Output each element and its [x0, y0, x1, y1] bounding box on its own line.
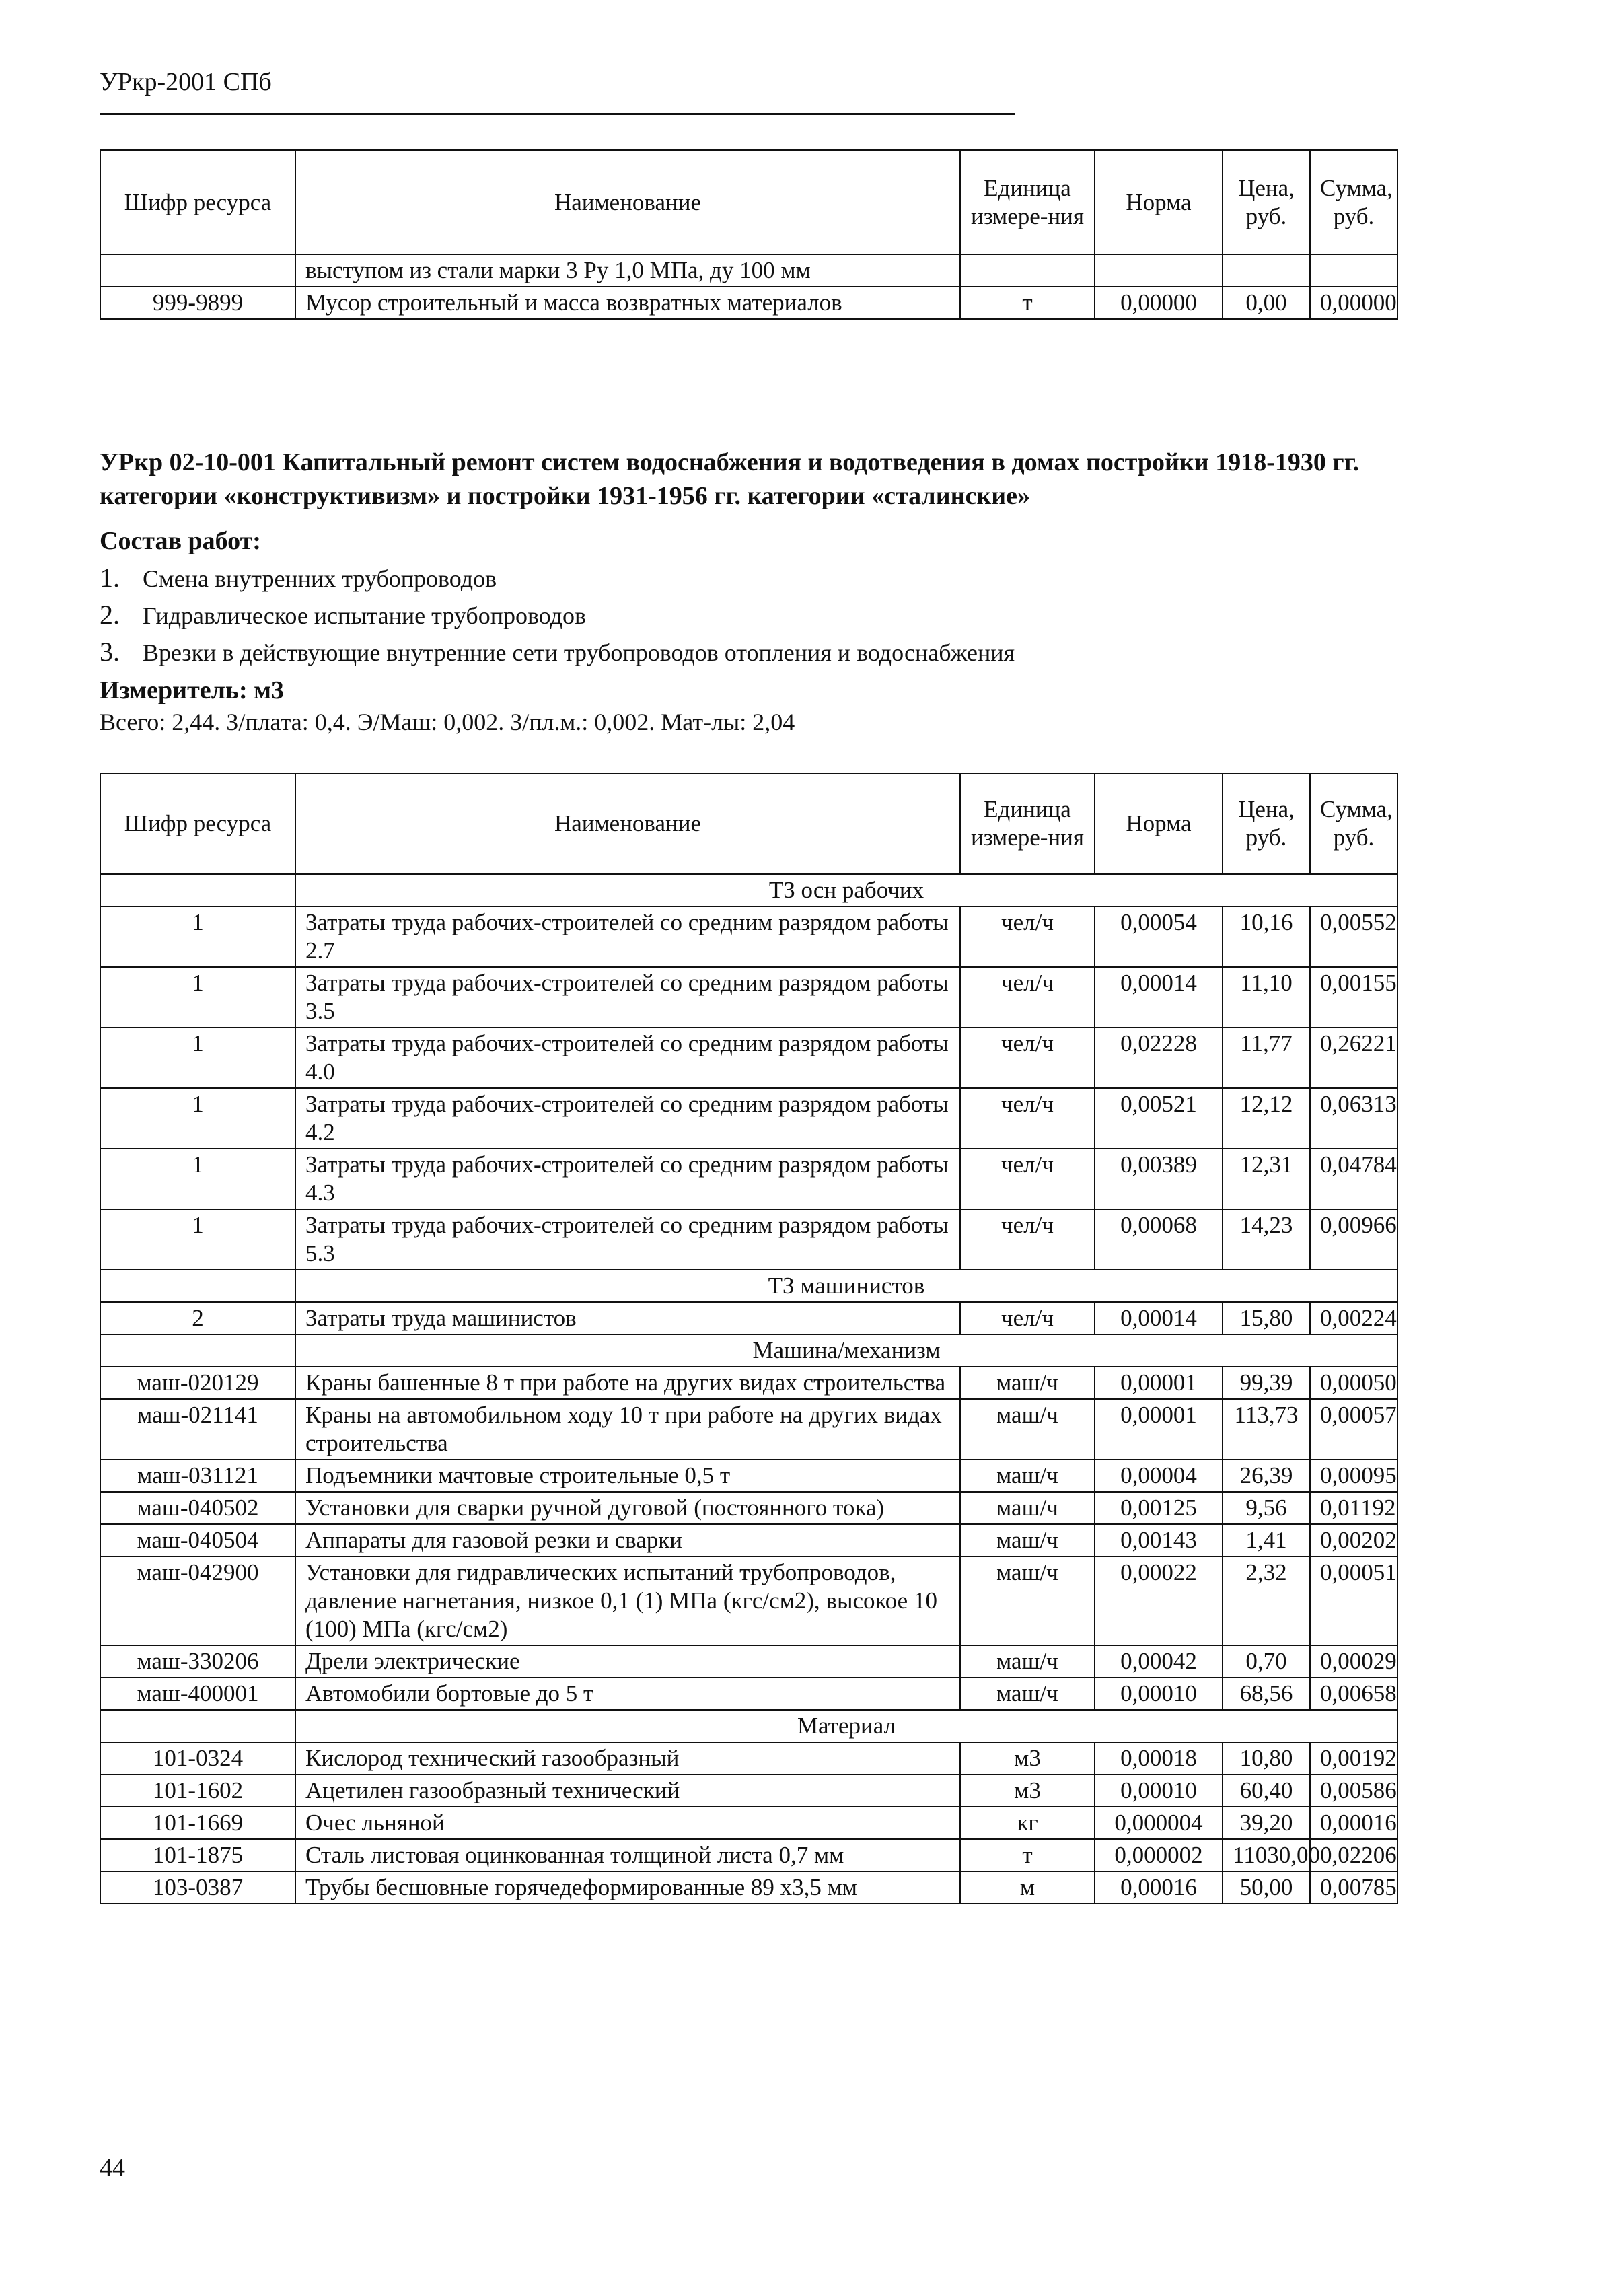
cell-price: 12,31 — [1223, 1149, 1310, 1209]
cell-norm: 0,00016 — [1095, 1871, 1223, 1904]
cell-unit: маш/ч — [960, 1645, 1095, 1678]
cell-code: 999-9899 — [100, 287, 295, 319]
cell-unit: чел/ч — [960, 1302, 1095, 1334]
table-row — [100, 1302, 1397, 1334]
cell-name: Краны башенные 8 т при работе на других видах строительства — [295, 1367, 960, 1399]
cell-sum: 0,00050 — [1310, 1367, 1397, 1399]
cell-norm: 0,00143 — [1095, 1524, 1223, 1556]
cell-norm: 0,00068 — [1095, 1209, 1223, 1270]
cell-code: 101-1602 — [100, 1774, 295, 1807]
cell-sum: 0,00658 — [1310, 1678, 1397, 1710]
col-header-name: Наименование — [295, 150, 960, 254]
cell-norm — [1095, 254, 1223, 287]
col-header-norm: Норма — [1095, 773, 1223, 874]
cell-sum: 0,02206 — [1310, 1839, 1397, 1871]
cell-price: 39,20 — [1223, 1807, 1310, 1839]
group-header-row — [100, 874, 1397, 906]
cell-code: маш-021141 — [100, 1399, 295, 1460]
cell-name: Затраты труда рабочих-строителей со средним разрядом работы 2.7 — [295, 906, 960, 967]
resource-table-continued — [100, 149, 1398, 320]
table-row — [100, 967, 1397, 1028]
step-number: 2. — [100, 600, 120, 630]
table-row — [100, 1460, 1397, 1492]
cell-unit: чел/ч — [960, 967, 1095, 1028]
step-text: Смена внутренних трубопроводов — [143, 565, 497, 592]
cell-unit: маш/ч — [960, 1524, 1095, 1556]
section-title: УРкр 02-10-001 Капитальный ремонт систем водоснабжения и водотведения в домах постройки 1918-1930 гг. категории «конструктивизм» и постройки 1931-1956 гг. категории «сталинские» — [100, 448, 1360, 511]
cell-name: Сталь листовая оцинкованная толщиной листа 0,7 мм — [295, 1839, 960, 1871]
cell-unit: м3 — [960, 1742, 1095, 1774]
col-header-unit: Единица измере-ния — [960, 150, 1095, 254]
cell-price: 99,39 — [1223, 1367, 1310, 1399]
cell-norm: 0,00054 — [1095, 906, 1223, 967]
group-title: ТЗ машинистов — [295, 1270, 1397, 1302]
cell-unit: маш/ч — [960, 1399, 1095, 1460]
cell-norm: 0,00000 — [1095, 287, 1223, 319]
cell-sum — [1310, 254, 1397, 287]
cell-sum: 0,26221 — [1310, 1028, 1397, 1088]
table-row — [100, 1209, 1397, 1270]
cell-unit: маш/ч — [960, 1492, 1095, 1524]
cell-sum: 0,00095 — [1310, 1460, 1397, 1492]
work-composition-label: Состав работ: — [100, 527, 261, 555]
step-number: 1. — [100, 563, 120, 593]
cell-price: 11,10 — [1223, 967, 1310, 1028]
cost-totals: Всего: 2,44. З/плата: 0,4. Э/Маш: 0,002. З/пл.м.: 0,002. Мат-лы: 2,04 — [100, 709, 795, 736]
col-header-norm: Норма — [1095, 150, 1223, 254]
cell-unit: м3 — [960, 1774, 1095, 1807]
cell-name: Подъемники мачтовые строительные 0,5 т — [295, 1460, 960, 1492]
cell-norm: 0,00010 — [1095, 1774, 1223, 1807]
cell-unit: маш/ч — [960, 1678, 1095, 1710]
cell-unit: т — [960, 287, 1095, 319]
cell-price: 11030,00 — [1223, 1839, 1310, 1871]
col-header-sum: Сумма, руб. — [1310, 150, 1397, 254]
group-header-row — [100, 1334, 1397, 1367]
cell-price: 26,39 — [1223, 1460, 1310, 1492]
cell-norm: 0,02228 — [1095, 1028, 1223, 1088]
cell-name: Очес льняной — [295, 1807, 960, 1839]
cell-sum: 0,00202 — [1310, 1524, 1397, 1556]
cell-norm: 0,00125 — [1095, 1492, 1223, 1524]
cell-name: Установки для сварки ручной дуговой (постоянного тока) — [295, 1492, 960, 1524]
table-row — [100, 1774, 1397, 1807]
cell-norm: 0,00001 — [1095, 1399, 1223, 1460]
cell-name: Затраты труда машинистов — [295, 1302, 960, 1334]
table-row — [100, 1367, 1397, 1399]
cell-code: маш-400001 — [100, 1678, 295, 1710]
work-step — [100, 560, 1015, 597]
cell-unit: чел/ч — [960, 1088, 1095, 1149]
cell-norm: 0,00042 — [1095, 1645, 1223, 1678]
col-header-code: Шифр ресурса — [100, 150, 295, 254]
col-header-sum: Сумма, руб. — [1310, 773, 1397, 874]
cell-unit: маш/ч — [960, 1367, 1095, 1399]
cell-price: 68,56 — [1223, 1678, 1310, 1710]
cell-price: 10,80 — [1223, 1742, 1310, 1774]
group-header-spacer — [100, 1334, 295, 1367]
group-title: ТЗ осн рабочих — [295, 874, 1397, 906]
cell-norm: 0,000004 — [1095, 1807, 1223, 1839]
cell-price: 60,40 — [1223, 1774, 1310, 1807]
cell-sum: 0,00000 — [1310, 287, 1397, 319]
group-header-spacer — [100, 1270, 295, 1302]
cell-name: Дрели электрические — [295, 1645, 960, 1678]
step-text: Врезки в действующие внутренние сети трубопроводов отопления и водоснабжения — [143, 639, 1015, 666]
cell-name: Затраты труда рабочих-строителей со средним разрядом работы 4.2 — [295, 1088, 960, 1149]
cell-code: маш-020129 — [100, 1367, 295, 1399]
table-row — [100, 1088, 1397, 1149]
cell-code: маш-042900 — [100, 1556, 295, 1645]
cell-code: 1 — [100, 1028, 295, 1088]
page-header: УРкр-2001 СПб — [100, 68, 272, 96]
cell-sum: 0,00029 — [1310, 1645, 1397, 1678]
table-row — [100, 254, 1397, 287]
cell-code: 1 — [100, 1209, 295, 1270]
cell-norm: 0,00389 — [1095, 1149, 1223, 1209]
cell-code: 1 — [100, 1088, 295, 1149]
cell-sum: 0,01192 — [1310, 1492, 1397, 1524]
measure-unit: Измеритель: м3 — [100, 676, 285, 705]
col-header-unit: Единица измере-ния — [960, 773, 1095, 874]
table-row — [100, 1492, 1397, 1524]
cell-sum: 0,04784 — [1310, 1149, 1397, 1209]
col-header-price: Цена, руб. — [1223, 150, 1310, 254]
cell-price: 10,16 — [1223, 906, 1310, 967]
table-row — [100, 1028, 1397, 1088]
cell-price: 113,73 — [1223, 1399, 1310, 1460]
cell-code: 101-1669 — [100, 1807, 295, 1839]
cell-sum: 0,00016 — [1310, 1807, 1397, 1839]
table-row — [100, 1839, 1397, 1871]
cell-price: 0,70 — [1223, 1645, 1310, 1678]
cell-name: Автомобили бортовые до 5 т — [295, 1678, 960, 1710]
cell-unit: маш/ч — [960, 1556, 1095, 1645]
cell-unit — [960, 254, 1095, 287]
cell-code: 103-0387 — [100, 1871, 295, 1904]
cell-unit: кг — [960, 1807, 1095, 1839]
cell-unit: чел/ч — [960, 1209, 1095, 1270]
step-number: 3. — [100, 637, 120, 667]
cell-name: Краны на автомобильном ходу 10 т при работе на других видах строительства — [295, 1399, 960, 1460]
group-title: Материал — [295, 1710, 1397, 1742]
cell-code: маш-040502 — [100, 1492, 295, 1524]
table-row — [100, 1399, 1397, 1460]
col-header-name: Наименование — [295, 773, 960, 874]
step-text: Гидравлическое испытание трубопроводов — [143, 602, 586, 629]
table-row — [100, 1742, 1397, 1774]
cell-price — [1223, 254, 1310, 287]
group-header-row — [100, 1270, 1397, 1302]
table-row — [100, 1524, 1397, 1556]
cell-norm: 0,00022 — [1095, 1556, 1223, 1645]
cell-price: 11,77 — [1223, 1028, 1310, 1088]
cell-code: 101-1875 — [100, 1839, 295, 1871]
cell-norm: 0,000002 — [1095, 1839, 1223, 1871]
table-row — [100, 1871, 1397, 1904]
cell-unit: чел/ч — [960, 1028, 1095, 1088]
table-row — [100, 906, 1397, 967]
cell-sum: 0,00552 — [1310, 906, 1397, 967]
col-header-code: Шифр ресурса — [100, 773, 295, 874]
table-row — [100, 1807, 1397, 1839]
table-row — [100, 1556, 1397, 1645]
cell-code: маш-040504 — [100, 1524, 295, 1556]
cell-sum: 0,00966 — [1310, 1209, 1397, 1270]
cell-norm: 0,00521 — [1095, 1088, 1223, 1149]
cell-name: Затраты труда рабочих-строителей со средним разрядом работы 4.0 — [295, 1028, 960, 1088]
cell-code: 1 — [100, 1149, 295, 1209]
cell-norm: 0,00014 — [1095, 1302, 1223, 1334]
cell-name: Трубы бесшовные горячедеформированные 89 х3,5 мм — [295, 1871, 960, 1904]
cell-code: маш-031121 — [100, 1460, 295, 1492]
cell-price: 15,80 — [1223, 1302, 1310, 1334]
cell-name: Аппараты для газовой резки и сварки — [295, 1524, 960, 1556]
cell-unit: чел/ч — [960, 1149, 1095, 1209]
group-header-spacer — [100, 1710, 295, 1742]
table-row — [100, 287, 1397, 319]
cell-price: 0,00 — [1223, 287, 1310, 319]
table-row — [100, 1678, 1397, 1710]
cell-norm: 0,00014 — [1095, 967, 1223, 1028]
resource-table — [100, 773, 1398, 1904]
cell-sum: 0,00051 — [1310, 1556, 1397, 1645]
cell-sum: 0,00155 — [1310, 967, 1397, 1028]
header-rule — [100, 113, 1015, 115]
cell-price: 50,00 — [1223, 1871, 1310, 1904]
table-row — [100, 1645, 1397, 1678]
cell-code: 1 — [100, 967, 295, 1028]
cell-norm: 0,00001 — [1095, 1367, 1223, 1399]
cell-price: 2,32 — [1223, 1556, 1310, 1645]
cell-name: Затраты труда рабочих-строителей со средним разрядом работы 3.5 — [295, 967, 960, 1028]
cell-sum: 0,00785 — [1310, 1871, 1397, 1904]
cell-name: Кислород технический газообразный — [295, 1742, 960, 1774]
cell-sum: 0,06313 — [1310, 1088, 1397, 1149]
cell-norm: 0,00004 — [1095, 1460, 1223, 1492]
table-row — [100, 1149, 1397, 1209]
cell-unit: т — [960, 1839, 1095, 1871]
cell-name: выступом из стали марки 3 Ру 1,0 МПа, ду 100 мм — [295, 254, 960, 287]
cell-price: 1,41 — [1223, 1524, 1310, 1556]
page-number: 44 — [100, 2154, 125, 2182]
group-title: Машина/механизм — [295, 1334, 1397, 1367]
cell-code — [100, 254, 295, 287]
col-header-price: Цена, руб. — [1223, 773, 1310, 874]
group-header-spacer — [100, 874, 295, 906]
cell-name: Установки для гидравлических испытаний трубопроводов, давление нагнетания, низкое 0,1 (1) МПа (кгс/см2), высокое 10 (100) МПа (кгс/см2) — [295, 1556, 960, 1645]
cell-price: 9,56 — [1223, 1492, 1310, 1524]
cell-name: Ацетилен газообразный технический — [295, 1774, 960, 1807]
cell-code: 101-0324 — [100, 1742, 295, 1774]
cell-unit: чел/ч — [960, 906, 1095, 967]
cell-unit: маш/ч — [960, 1460, 1095, 1492]
cell-code: 1 — [100, 906, 295, 967]
cell-norm: 0,00010 — [1095, 1678, 1223, 1710]
cell-name: Затраты труда рабочих-строителей со средним разрядом работы 4.3 — [295, 1149, 960, 1209]
cell-price: 14,23 — [1223, 1209, 1310, 1270]
cell-price: 12,12 — [1223, 1088, 1310, 1149]
cell-sum: 0,00586 — [1310, 1774, 1397, 1807]
group-header-row — [100, 1710, 1397, 1742]
cell-sum: 0,00192 — [1310, 1742, 1397, 1774]
cell-name: Мусор строительный и масса возвратных материалов — [295, 287, 960, 319]
work-steps-list — [100, 560, 1015, 671]
work-step — [100, 597, 1015, 634]
work-step — [100, 634, 1015, 671]
cell-sum: 0,00057 — [1310, 1399, 1397, 1460]
cell-norm: 0,00018 — [1095, 1742, 1223, 1774]
cell-name: Затраты труда рабочих-строителей со средним разрядом работы 5.3 — [295, 1209, 960, 1270]
cell-code: маш-330206 — [100, 1645, 295, 1678]
cell-code: 2 — [100, 1302, 295, 1334]
cell-sum: 0,00224 — [1310, 1302, 1397, 1334]
cell-unit: м — [960, 1871, 1095, 1904]
